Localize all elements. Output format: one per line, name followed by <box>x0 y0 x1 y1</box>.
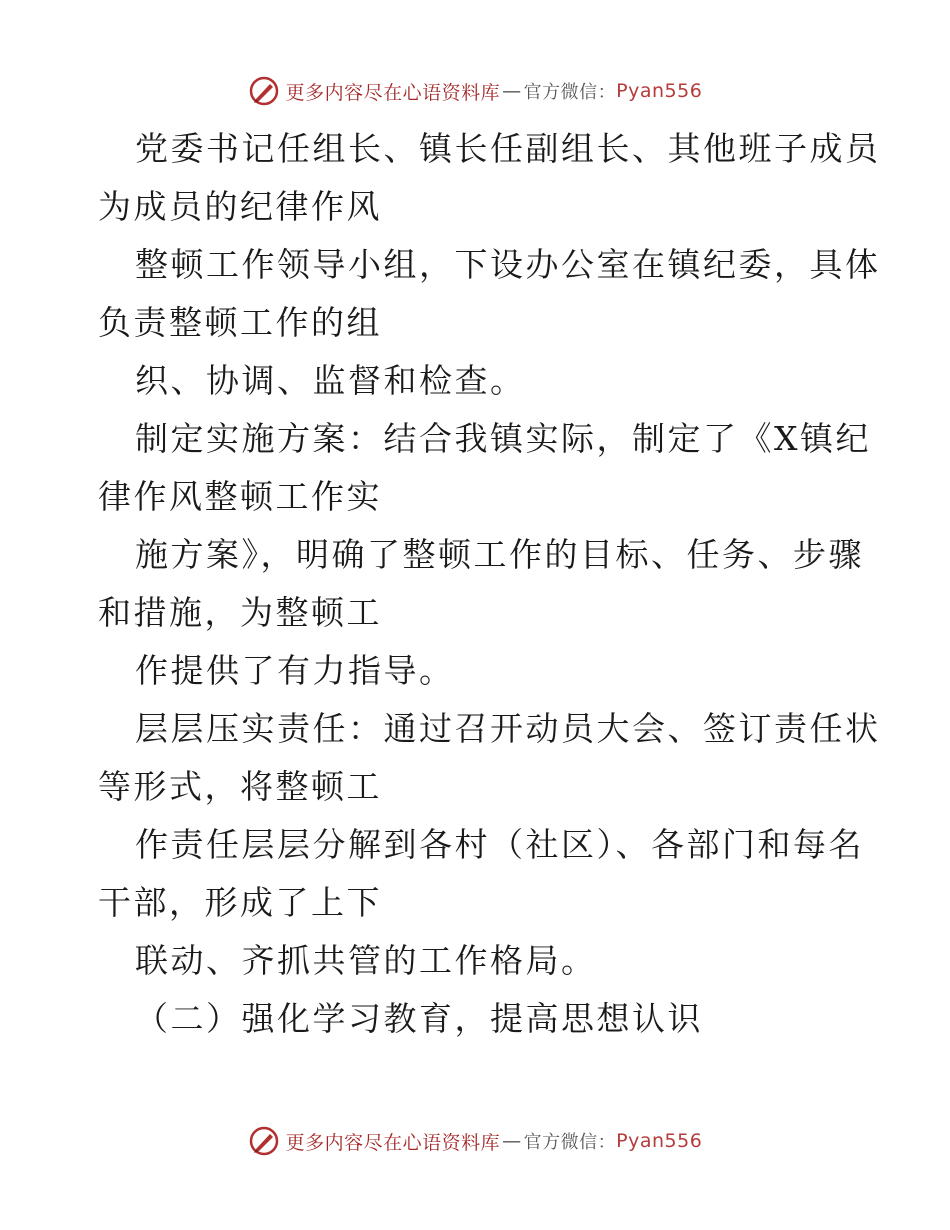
text-line: 为成员的纪律作风 <box>98 187 382 226</box>
watermark-text: 更多内容尽在心语资料库 <box>285 81 501 104</box>
text-line: 层层压实责任：通过召开动员大会、签订责任状 <box>135 709 881 748</box>
watermark-separator: — <box>502 1130 522 1152</box>
watermark-wechat-label: 官方微信： <box>523 82 617 103</box>
text-line: 整顿工作领导小组，下设办公室在镇纪委，具体 <box>135 245 881 284</box>
text-line: 负责整顿工作的组 <box>98 303 382 342</box>
text-line: 制定实施方案：结合我镇实际，制定了《X镇纪 <box>135 419 871 458</box>
section-heading: （二）强化学习教育，提高思想认识 <box>135 999 703 1038</box>
watermark-wechat-id: Pyan556 <box>616 80 703 102</box>
header-watermark <box>0 71 950 111</box>
text-line: 等形式，将整顿工 <box>98 767 382 806</box>
text-line: 党委书记任组长、镇长任副组长、其他班子成员 <box>135 129 881 168</box>
text-line: 作提供了有力指导。 <box>135 651 455 690</box>
text-line: 织、协调、监督和检查。 <box>135 361 526 400</box>
text-line: 律作风整顿工作实 <box>98 477 382 516</box>
watermark-wechat-id: Pyan556 <box>616 1130 703 1152</box>
watermark-wechat-label: 官方微信： <box>523 1132 617 1153</box>
quill-logo-icon <box>248 75 280 107</box>
document-body <box>98 120 888 1048</box>
watermark-text: 更多内容尽在心语资料库 <box>285 1131 501 1154</box>
watermark-separator: — <box>502 80 522 102</box>
footer-watermark <box>0 1121 950 1161</box>
text-line: 干部，形成了上下 <box>98 883 382 922</box>
text-line: 作责任层层分解到各村（社区）、各部门和每名 <box>135 825 864 864</box>
text-line: 联动、齐抓共管的工作格局。 <box>135 941 597 980</box>
text-line: 施方案》，明确了整顿工作的目标、任务、步骤 <box>135 535 864 574</box>
text-line: 和措施，为整顿工 <box>98 593 382 632</box>
quill-logo-icon <box>248 1125 280 1157</box>
